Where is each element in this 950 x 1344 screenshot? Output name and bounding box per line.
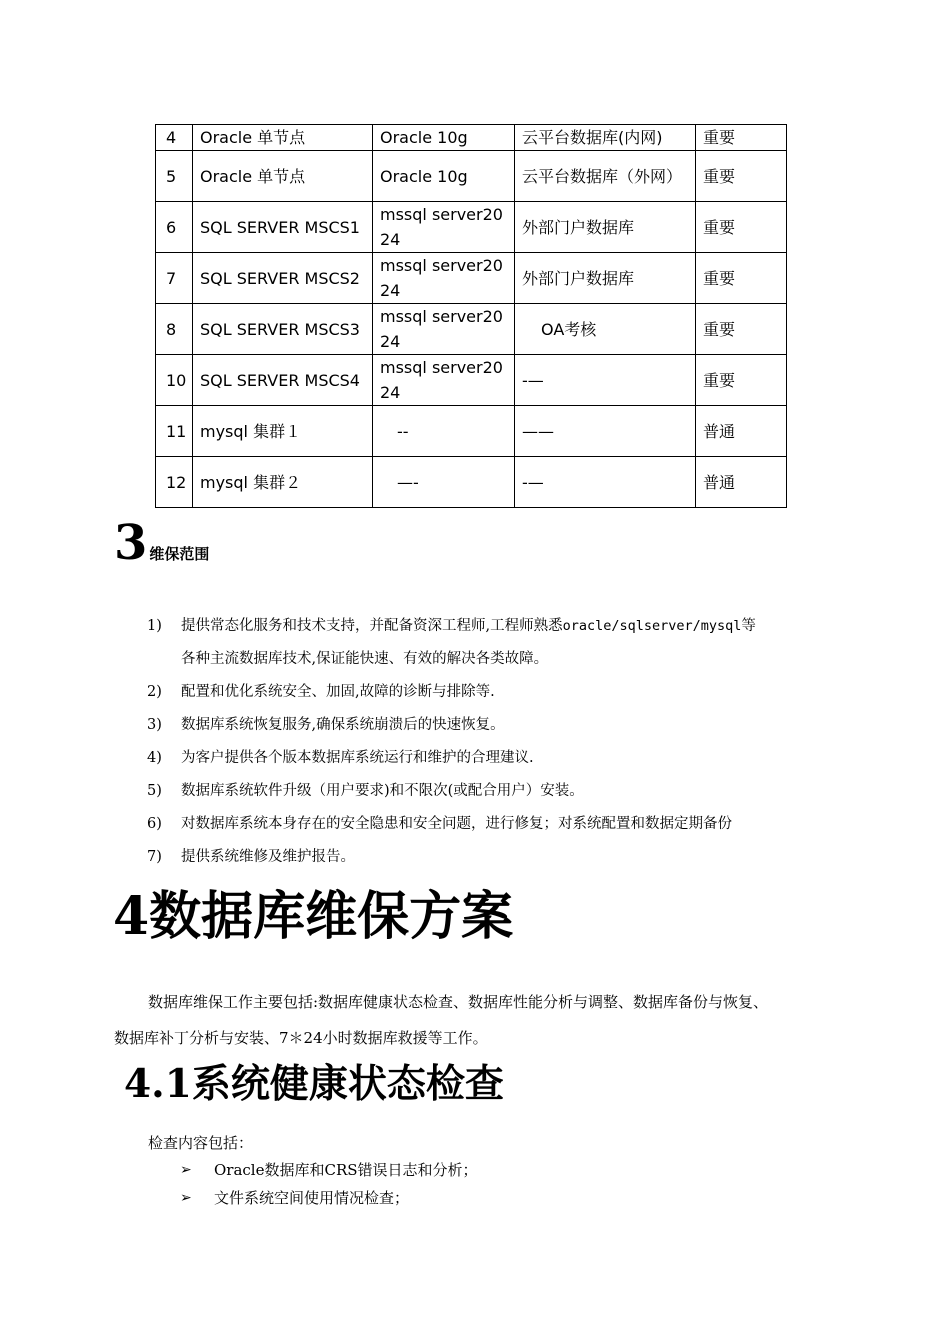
check-content-label: 检查内容包括： — [148, 1134, 254, 1152]
section-title: 维保范围 — [149, 545, 210, 563]
database-inventory-table — [155, 124, 787, 508]
table-row — [156, 304, 787, 355]
list-item — [147, 676, 867, 709]
list-item — [180, 1184, 478, 1212]
cell-version: Oracle 10g — [373, 125, 515, 151]
cell-purpose: 外部门户数据库 — [515, 202, 696, 253]
cell-version: mssql server2024 — [373, 304, 515, 355]
cell-level: 重要 — [696, 304, 787, 355]
list-number: 7) — [147, 849, 162, 865]
cell-no: 8 — [156, 304, 193, 355]
check-list — [180, 1156, 478, 1212]
cell-level: 普通 — [696, 406, 787, 457]
list-text: 为客户提供各个版本数据库系统运行和维护的合理建议. — [181, 750, 534, 766]
list-text: 数据库系统软件升级（用户要求)和不限次(或配合用户）安装。 — [181, 783, 584, 799]
cell-no: 12 — [156, 457, 193, 508]
list-text-part: 等 — [741, 618, 756, 634]
intro-line: 数据库维保工作主要包括:数据库健康状态检查、数据库性能分析与调整、数据库备份与恢复、 — [148, 993, 769, 1011]
cell-purpose: 云平台数据库(内网) — [515, 125, 696, 151]
table-row — [156, 406, 787, 457]
list-text-part: 提供常态化服务和技术支持，并配备资深工程师,工程师熟悉 — [181, 618, 563, 634]
list-number: 2) — [147, 684, 162, 700]
cell-name: SQL SERVER MSCS2 — [193, 253, 373, 304]
cell-name: mysql 集群２ — [193, 457, 373, 508]
list-item — [147, 808, 867, 841]
cell-name: SQL SERVER MSCS4 — [193, 355, 373, 406]
cell-no: 11 — [156, 406, 193, 457]
cell-version: —- — [373, 457, 515, 508]
cell-level: 普通 — [696, 457, 787, 508]
db-list-code: oracle/sqlserver/mysql — [562, 618, 742, 634]
table-row — [156, 355, 787, 406]
arrow-bullet-icon: ➢ — [180, 1190, 192, 1206]
arrow-bullet-icon: ➢ — [180, 1162, 192, 1178]
cell-name: mysql 集群１ — [193, 406, 373, 457]
section-3-heading — [114, 516, 209, 570]
list-text: Oracle数据库和CRS错误日志和分析； — [214, 1161, 478, 1179]
table-row — [156, 202, 787, 253]
list-item — [147, 709, 867, 742]
list-text: 对数据库系统本身存在的安全隐患和安全问题，进行修复；对系统配置和数据定期备份 — [181, 816, 732, 832]
cell-level: 重要 — [696, 355, 787, 406]
list-text — [181, 610, 756, 676]
section-number: 3 — [114, 515, 148, 571]
list-number: 5) — [147, 783, 162, 799]
section-4-heading: 4数据库维保方案 — [113, 886, 514, 947]
list-number: 1) — [147, 618, 162, 634]
list-item — [147, 775, 867, 808]
cell-no: 6 — [156, 202, 193, 253]
table-row — [156, 125, 787, 151]
cell-level: 重要 — [696, 202, 787, 253]
cell-purpose: OA考核 — [515, 304, 696, 355]
list-text-continuation: 各种主流数据库技术,保证能快速、有效的解决各类故障。 — [181, 651, 549, 667]
list-text: 数据库系统恢复服务,确保系统崩溃后的快速恢复。 — [181, 717, 505, 733]
table-row — [156, 253, 787, 304]
cell-name: Oracle 单节点 — [193, 125, 373, 151]
list-item — [180, 1156, 478, 1184]
list-text: 文件系统空间使用情况检查； — [214, 1189, 410, 1207]
cell-version: Oracle 10g — [373, 151, 515, 202]
intro-line: 数据库补丁分析与安装、7＊24小时数据库救援等工作。 — [114, 1029, 488, 1047]
cell-purpose: -— — [515, 355, 696, 406]
list-number: 4) — [147, 750, 162, 766]
list-item — [147, 610, 867, 676]
cell-purpose: 外部门户数据库 — [515, 253, 696, 304]
cell-level: 重要 — [696, 151, 787, 202]
cell-no: 10 — [156, 355, 193, 406]
cell-no: 7 — [156, 253, 193, 304]
list-number: 6) — [147, 816, 162, 832]
table-row — [156, 457, 787, 508]
cell-name: SQL SERVER MSCS1 — [193, 202, 373, 253]
list-item — [147, 841, 867, 874]
section-4-intro — [114, 984, 854, 1056]
cell-purpose: —— — [515, 406, 696, 457]
cell-name: SQL SERVER MSCS3 — [193, 304, 373, 355]
list-text: 提供系统维修及维护报告。 — [181, 849, 355, 865]
cell-version: mssql server2024 — [373, 253, 515, 304]
list-number: 3) — [147, 717, 162, 733]
cell-purpose: -— — [515, 457, 696, 508]
cell-level: 重要 — [696, 253, 787, 304]
list-text: 配置和优化系统安全、加固,故障的诊断与排除等. — [181, 684, 495, 700]
cell-no: 5 — [156, 151, 193, 202]
section-4-1-heading: 4.1系统健康状态检查 — [124, 1061, 504, 1107]
cell-version: mssql server2024 — [373, 355, 515, 406]
cell-level: 重要 — [696, 125, 787, 151]
scope-list — [147, 610, 867, 874]
cell-version: mssql server2024 — [373, 202, 515, 253]
cell-purpose: 云平台数据库（外网） — [515, 151, 696, 202]
cell-version: -- — [373, 406, 515, 457]
cell-name: Oracle 单节点 — [193, 151, 373, 202]
cell-no: 4 — [156, 125, 193, 151]
list-item — [147, 742, 867, 775]
table-row — [156, 151, 787, 202]
